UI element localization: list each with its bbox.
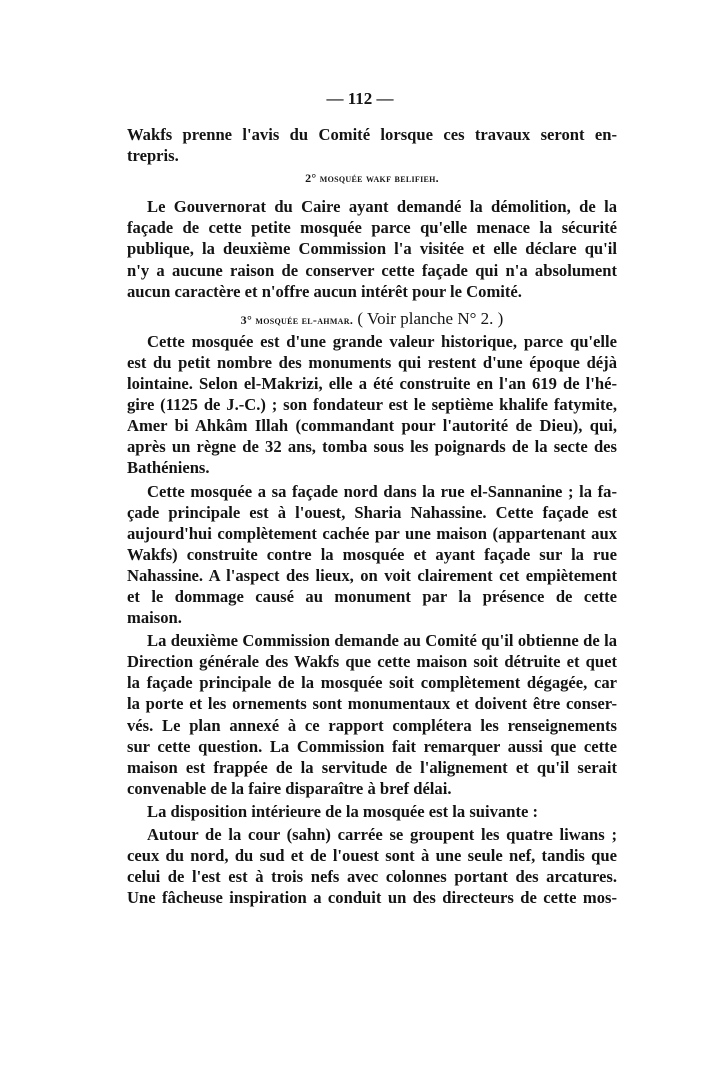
text-line: Une fâcheuse inspiration a conduit un des directeurs de cette mos- bbox=[127, 888, 617, 908]
text-line: Wakfs) construite contre la mosquée et ayant façade sur la rue bbox=[127, 544, 617, 564]
text-line: après un règne de 32 ans, tomba sous les poignards de la secte des bbox=[127, 437, 617, 457]
text-line: lointaine. Selon el-Makrizi, elle a été construite en l'an 619 de l'hé- bbox=[127, 374, 617, 394]
text-line: trepris. bbox=[127, 146, 179, 166]
paragraph bbox=[127, 196, 617, 301]
text-line: La disposition intérieure de la mosquée est la suivante : bbox=[147, 801, 539, 821]
section-heading-reference: ( Voir planche N° 2. ) bbox=[353, 308, 504, 328]
text-line: vés. Le plan annexé à ce rapport complétera les renseignements bbox=[127, 715, 617, 735]
text-line: celui de l'est est à trois nefs avec colonnes portant des arcatures. bbox=[127, 867, 617, 887]
text-line: Le Gouvernorat du Caire ayant demandé la démolition, de la bbox=[147, 197, 617, 217]
section-heading bbox=[127, 166, 617, 187]
text-line: est du petit nombre des monuments qui restent d'une époque déjà bbox=[127, 352, 617, 372]
text-line: Amer bi Ahkâm Illah (commandant pour l'autorité de Dieu), qui, bbox=[127, 416, 617, 436]
text-line: Autour de la cour (sahn) carrée se groupent les quatre liwans ; bbox=[147, 825, 617, 844]
page-number: — 112 — bbox=[326, 89, 394, 108]
text-line: La deuxième Commission demande au Comité qu'il obtienne de la bbox=[147, 631, 617, 651]
paragraph bbox=[127, 124, 617, 166]
paragraph bbox=[127, 331, 617, 479]
text-line: convenable de la faire disparaître à bref délai. bbox=[127, 778, 452, 798]
paragraph bbox=[127, 824, 617, 908]
text-line: maison. bbox=[127, 608, 182, 628]
text-line: gire (1125 de J.-C.) ; son fondateur est le septième khalife fatymite, bbox=[127, 395, 617, 415]
text-line: sur cette question. La Commission fait remarquer aussi que cette bbox=[127, 736, 617, 756]
section-heading bbox=[127, 308, 617, 329]
text-line: et le dommage causé au monument par la présence de cette bbox=[127, 586, 617, 606]
text-line: la façade principale de la mosquée soit complètement dégagée, car bbox=[127, 673, 617, 693]
paragraph bbox=[127, 801, 617, 822]
text-line: la porte et les ornements sont monumentaux et doivent être conser- bbox=[127, 694, 617, 714]
text-line: Direction générale des Wakfs que cette maison soit détruite et quet bbox=[127, 652, 617, 672]
text-line: aucun caractère et n'offre aucun intérêt pour le Comité. bbox=[127, 281, 522, 301]
paragraph bbox=[127, 630, 617, 799]
text-line: Wakfs prenne l'avis du Comité lorsque ces travaux seront en- bbox=[127, 125, 617, 144]
text-line: Cette mosquée est d'une grande valeur historique, parce qu'elle bbox=[147, 331, 617, 351]
section-heading-label: 2° mosquée wakf belifieh. bbox=[305, 171, 439, 186]
paragraph bbox=[127, 481, 617, 629]
text-line: Cette mosquée a sa façade nord dans la rue el-Sannanine ; la fa- bbox=[147, 481, 617, 501]
text-line: maison est frappée de la servitude de l'alignement et qu'il serait bbox=[127, 757, 617, 777]
page-body bbox=[127, 124, 617, 908]
text-line: n'y a aucune raison de conserver cette façade qui n'a absolument bbox=[127, 260, 617, 280]
text-line: çade principale est à l'ouest, Sharia Nahassine. Cette façade est bbox=[127, 502, 617, 522]
text-line: Nahassine. A l'aspect des lieux, on voit clairement cet empiètement bbox=[127, 565, 617, 585]
text-line: aujourd'hui complètement cachée par une maison (appartenant aux bbox=[127, 523, 617, 543]
section-heading-label: 3° mosquée el-ahmar. bbox=[240, 312, 354, 327]
text-line: ceux du nord, du sud et de l'ouest sont à une seule nef, tandis que bbox=[127, 846, 617, 866]
text-line: façade de cette petite mosquée parce qu'elle menace la sécurité bbox=[127, 218, 617, 238]
text-line: Bathéniens. bbox=[127, 458, 210, 478]
text-line: publique, la deuxième Commission l'a visitée et elle déclare qu'il bbox=[127, 239, 617, 259]
